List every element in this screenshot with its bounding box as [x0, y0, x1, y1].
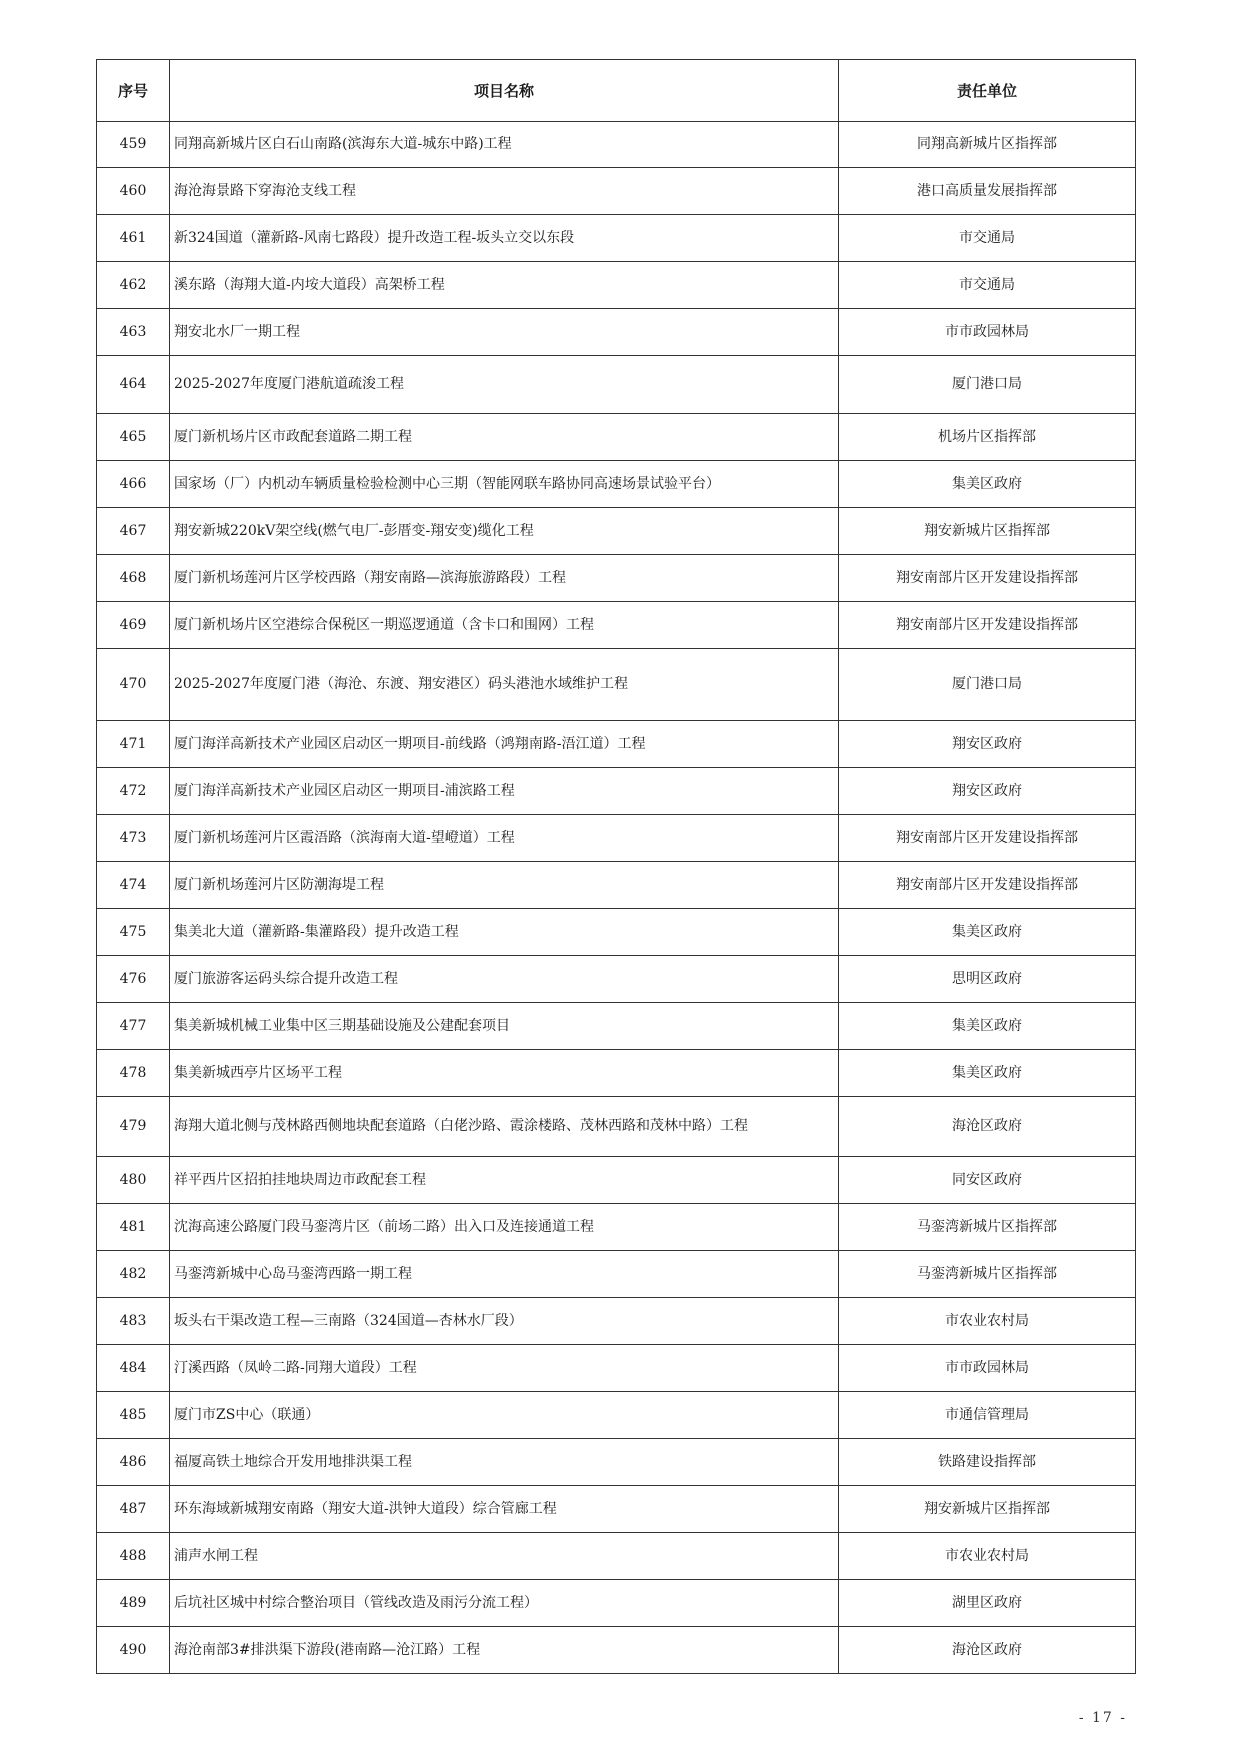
table-row	[97, 1204, 1136, 1251]
row-project-name: 溪东路（海翔大道-内垵大道段）高架桥工程	[170, 262, 839, 309]
table-row	[97, 309, 1136, 356]
row-responsible-unit: 市交通局	[839, 215, 1136, 262]
table-row	[97, 356, 1136, 414]
row-project-name: 沈海高速公路厦门段马銮湾片区（前场二路）出入口及连接通道工程	[170, 1204, 839, 1251]
row-seq: 460	[97, 168, 170, 215]
table-row	[97, 768, 1136, 815]
row-responsible-unit: 翔安南部片区开发建设指挥部	[839, 815, 1136, 862]
row-responsible-unit: 市通信管理局	[839, 1392, 1136, 1439]
table-row	[97, 1627, 1136, 1674]
row-project-name: 集美新城机械工业集中区三期基础设施及公建配套项目	[170, 1003, 839, 1050]
row-seq: 482	[97, 1251, 170, 1298]
table-row	[97, 1157, 1136, 1204]
row-responsible-unit: 铁路建设指挥部	[839, 1439, 1136, 1486]
row-project-name: 环东海域新城翔安南路（翔安大道-洪钟大道段）综合管廊工程	[170, 1486, 839, 1533]
row-responsible-unit: 厦门港口局	[839, 356, 1136, 414]
row-project-name: 坂头右干渠改造工程—三南路（324国道—杏林水厂段）	[170, 1298, 839, 1345]
row-seq: 472	[97, 768, 170, 815]
table-row	[97, 414, 1136, 461]
row-seq: 481	[97, 1204, 170, 1251]
table-row	[97, 262, 1136, 309]
row-seq: 486	[97, 1439, 170, 1486]
table-row	[97, 1003, 1136, 1050]
row-seq: 475	[97, 909, 170, 956]
table-row	[97, 1533, 1136, 1580]
row-responsible-unit: 翔安南部片区开发建设指挥部	[839, 862, 1136, 909]
row-responsible-unit: 马銮湾新城片区指挥部	[839, 1204, 1136, 1251]
row-project-name: 集美新城西亭片区场平工程	[170, 1050, 839, 1097]
row-responsible-unit: 市市政园林局	[839, 1345, 1136, 1392]
table-row	[97, 862, 1136, 909]
table-row	[97, 168, 1136, 215]
row-seq: 471	[97, 721, 170, 768]
table-row	[97, 461, 1136, 508]
table-row	[97, 909, 1136, 956]
row-responsible-unit: 集美区政府	[839, 909, 1136, 956]
row-seq: 490	[97, 1627, 170, 1674]
row-responsible-unit: 马銮湾新城片区指挥部	[839, 1251, 1136, 1298]
table-row	[97, 815, 1136, 862]
row-project-name: 厦门新机场莲河片区霞浯路（滨海南大道-望嶝道）工程	[170, 815, 839, 862]
row-project-name: 同翔高新城片区白石山南路(滨海东大道-城东中路)工程	[170, 122, 839, 168]
row-project-name: 祥平西片区招拍挂地块周边市政配套工程	[170, 1157, 839, 1204]
row-seq: 463	[97, 309, 170, 356]
row-responsible-unit: 集美区政府	[839, 1003, 1136, 1050]
table-row	[97, 215, 1136, 262]
row-seq: 461	[97, 215, 170, 262]
table-row	[97, 1580, 1136, 1627]
row-project-name: 国家场（厂）内机动车辆质量检验检测中心三期（智能网联车路协同高速场景试验平台）	[170, 461, 839, 508]
table-row	[97, 1392, 1136, 1439]
row-project-name: 2025-2027年度厦门港航道疏浚工程	[170, 356, 839, 414]
row-responsible-unit: 集美区政府	[839, 1050, 1136, 1097]
row-project-name: 后坑社区城中村综合整治项目（管线改造及雨污分流工程）	[170, 1580, 839, 1627]
row-project-name: 厦门新机场莲河片区学校西路（翔安南路—滨海旅游路段）工程	[170, 555, 839, 602]
row-project-name: 集美北大道（灌新路-集灌路段）提升改造工程	[170, 909, 839, 956]
row-seq: 487	[97, 1486, 170, 1533]
row-responsible-unit: 厦门港口局	[839, 649, 1136, 721]
row-seq: 476	[97, 956, 170, 1003]
table-row	[97, 956, 1136, 1003]
header-project-name: 项目名称	[170, 60, 839, 122]
row-project-name: 厦门新机场片区市政配套道路二期工程	[170, 414, 839, 461]
table-row	[97, 1439, 1136, 1486]
row-project-name: 厦门新机场莲河片区防潮海堤工程	[170, 862, 839, 909]
table-row	[97, 555, 1136, 602]
row-project-name: 厦门市ZS中心（联通）	[170, 1392, 839, 1439]
row-project-name: 厦门海洋高新技术产业园区启动区一期项目-前线路（鸿翔南路-浯江道）工程	[170, 721, 839, 768]
table-header-row	[97, 60, 1136, 122]
row-project-name: 厦门旅游客运码头综合提升改造工程	[170, 956, 839, 1003]
table-row	[97, 721, 1136, 768]
row-responsible-unit: 翔安新城片区指挥部	[839, 1486, 1136, 1533]
row-project-name: 汀溪西路（凤岭二路-同翔大道段）工程	[170, 1345, 839, 1392]
row-responsible-unit: 翔安区政府	[839, 721, 1136, 768]
row-seq: 478	[97, 1050, 170, 1097]
row-project-name: 海翔大道北侧与茂林路西侧地块配套道路（白佬沙路、霞涂楼路、茂林西路和茂林中路）工程	[170, 1097, 839, 1157]
table-row	[97, 1345, 1136, 1392]
row-seq: 488	[97, 1533, 170, 1580]
row-project-name: 厦门新机场片区空港综合保税区一期巡逻通道（含卡口和围网）工程	[170, 602, 839, 649]
row-seq: 479	[97, 1097, 170, 1157]
row-responsible-unit: 市市政园林局	[839, 309, 1136, 356]
row-responsible-unit: 海沧区政府	[839, 1097, 1136, 1157]
row-responsible-unit: 市农业农村局	[839, 1533, 1136, 1580]
row-responsible-unit: 同翔高新城片区指挥部	[839, 122, 1136, 168]
table-row	[97, 1251, 1136, 1298]
row-seq: 485	[97, 1392, 170, 1439]
row-seq: 467	[97, 508, 170, 555]
row-seq: 484	[97, 1345, 170, 1392]
row-project-name: 2025-2027年度厦门港（海沧、东渡、翔安港区）码头港池水域维护工程	[170, 649, 839, 721]
row-seq: 462	[97, 262, 170, 309]
table-row	[97, 1298, 1136, 1345]
table-row	[97, 649, 1136, 721]
project-table	[96, 59, 1136, 1674]
row-seq: 477	[97, 1003, 170, 1050]
row-project-name: 厦门海洋高新技术产业园区启动区一期项目-浦滨路工程	[170, 768, 839, 815]
row-project-name: 新324国道（灌新路-风南七路段）提升改造工程-坂头立交以东段	[170, 215, 839, 262]
row-responsible-unit: 湖里区政府	[839, 1580, 1136, 1627]
row-responsible-unit: 思明区政府	[839, 956, 1136, 1003]
row-responsible-unit: 翔安区政府	[839, 768, 1136, 815]
row-seq: 466	[97, 461, 170, 508]
row-responsible-unit: 翔安南部片区开发建设指挥部	[839, 555, 1136, 602]
table-row	[97, 122, 1136, 168]
row-seq: 473	[97, 815, 170, 862]
table-row	[97, 1097, 1136, 1157]
row-seq: 483	[97, 1298, 170, 1345]
row-project-name: 马銮湾新城中心岛马銮湾西路一期工程	[170, 1251, 839, 1298]
row-project-name: 翔安北水厂一期工程	[170, 309, 839, 356]
row-project-name: 翔安新城220kV架空线(燃气电厂-彭厝变-翔安变)缆化工程	[170, 508, 839, 555]
row-project-name: 海沧海景路下穿海沧支线工程	[170, 168, 839, 215]
row-seq: 469	[97, 602, 170, 649]
table-row	[97, 1050, 1136, 1097]
row-responsible-unit: 集美区政府	[839, 461, 1136, 508]
row-responsible-unit: 翔安南部片区开发建设指挥部	[839, 602, 1136, 649]
row-responsible-unit: 翔安新城片区指挥部	[839, 508, 1136, 555]
row-seq: 459	[97, 122, 170, 168]
row-responsible-unit: 同安区政府	[839, 1157, 1136, 1204]
row-seq: 468	[97, 555, 170, 602]
row-seq: 489	[97, 1580, 170, 1627]
row-project-name: 海沧南部3#排洪渠下游段(港南路—沧江路）工程	[170, 1627, 839, 1674]
table-row	[97, 602, 1136, 649]
row-project-name: 浦声水闸工程	[170, 1533, 839, 1580]
row-seq: 474	[97, 862, 170, 909]
row-responsible-unit: 机场片区指挥部	[839, 414, 1136, 461]
row-seq: 464	[97, 356, 170, 414]
header-seq: 序号	[97, 60, 170, 122]
row-responsible-unit: 市农业农村局	[839, 1298, 1136, 1345]
row-seq: 465	[97, 414, 170, 461]
row-responsible-unit: 市交通局	[839, 262, 1136, 309]
row-responsible-unit: 港口高质量发展指挥部	[839, 168, 1136, 215]
row-responsible-unit: 海沧区政府	[839, 1627, 1136, 1674]
page-number: - 17 -	[1078, 1710, 1127, 1726]
row-seq: 470	[97, 649, 170, 721]
header-responsible-unit: 责任单位	[839, 60, 1136, 122]
row-seq: 480	[97, 1157, 170, 1204]
table-row	[97, 1486, 1136, 1533]
row-project-name: 福厦高铁土地综合开发用地排洪渠工程	[170, 1439, 839, 1486]
table-row	[97, 508, 1136, 555]
